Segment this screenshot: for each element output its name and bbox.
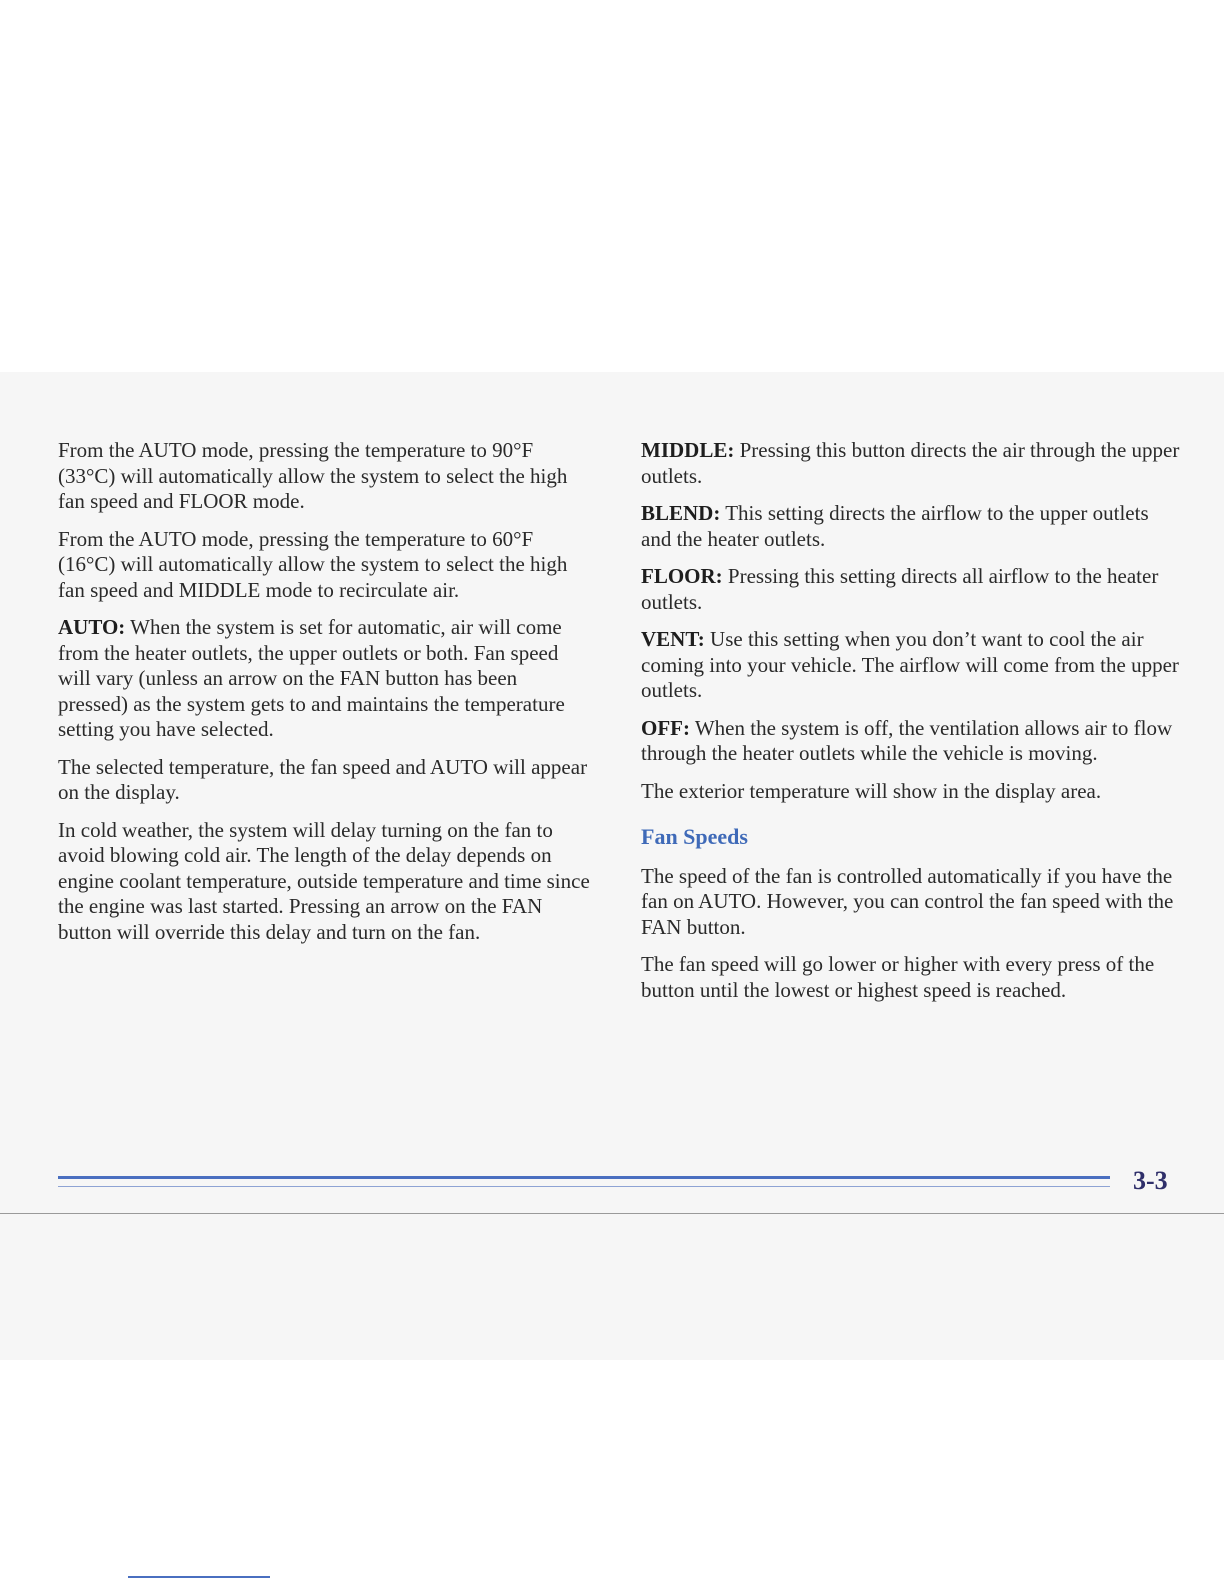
paragraph-blend: [641, 501, 1181, 552]
text-floor: Pressing this setting directs all airflow to the heater outlets.: [641, 564, 1159, 614]
panel-bottom-divider: [0, 1213, 1224, 1214]
fan-speeds-heading: Fan Speeds: [641, 824, 748, 849]
term-vent: VENT:: [641, 627, 705, 651]
footer-rule-sub: [58, 1186, 1110, 1187]
term-off: OFF:: [641, 715, 690, 740]
bottom-accent-rule: [128, 1576, 270, 1578]
footer-rule-main: [58, 1176, 1110, 1179]
paragraph-off: [641, 716, 1181, 767]
paragraph-display: The selected temperature, the fan speed and AUTO will appear on the display.: [58, 754, 588, 804]
text-off: When the system is off, the ventilation allows air to flow through the heater outlets while the vehicle is moving.: [641, 715, 1173, 765]
term-blend: BLEND:: [641, 501, 721, 525]
text-blend: This setting directs the airflow to the upper outlets and the heater outlets.: [641, 501, 1149, 551]
text-middle: Pressing this button directs the air through the upper outlets.: [641, 438, 1180, 488]
paragraph-fan-auto: The speed of the fan is controlled automatically if you have the fan on AUTO. However, you can control the fan speed with the FAN button.: [641, 863, 1174, 939]
term-floor: FLOOR:: [641, 564, 723, 588]
text-auto: When the system is set for automatic, air will come from the heater outlets, the upper outlets or both. Fan speed will vary (unless an arrow on the FAN button has been pressed) as the system gets to and maintains the temperature setting you have selected.: [58, 615, 565, 741]
text-vent: Use this setting when you don’t want to cool the air coming into your vehicle. The airflow will come from the upper outlets.: [641, 627, 1179, 702]
paragraph-exterior-temp: The exterior temperature will show in the display area.: [641, 778, 1102, 803]
paragraph-auto-mode: [58, 615, 592, 743]
paragraph-vent: [641, 627, 1181, 704]
paragraph-auto-60f: From the AUTO mode, pressing the temperature to 60°F (16°C) will automatically allow the system to select the high fan speed and MIDDLE mode to recirculate air.: [58, 526, 568, 602]
right-column: [641, 438, 1181, 1015]
paragraph-middle: [641, 438, 1181, 489]
paragraph-cold-weather: In cold weather, the system will delay turning on the fan to avoid blowing cold air. The length of the delay depends on engine coolant temperature, outside temperature and time since the engine was last started. Pressing an arrow on the FAN button will override this delay and turn on the fan.: [58, 817, 590, 944]
paragraph-fan-press: The fan speed will go lower or higher with every press of the button until the lowest or highest speed is reached.: [641, 952, 1155, 1002]
page-number: 3-3: [1133, 1166, 1168, 1195]
term-auto: AUTO:: [58, 615, 126, 639]
paragraph-floor: [641, 564, 1181, 615]
term-middle: MIDDLE:: [641, 438, 735, 462]
paragraph-auto-90f: From the AUTO mode, pressing the temperature to 90°F (33°C) will automatically allow the system to select the high fan speed and FLOOR mode.: [58, 438, 568, 513]
left-column: [58, 438, 592, 957]
